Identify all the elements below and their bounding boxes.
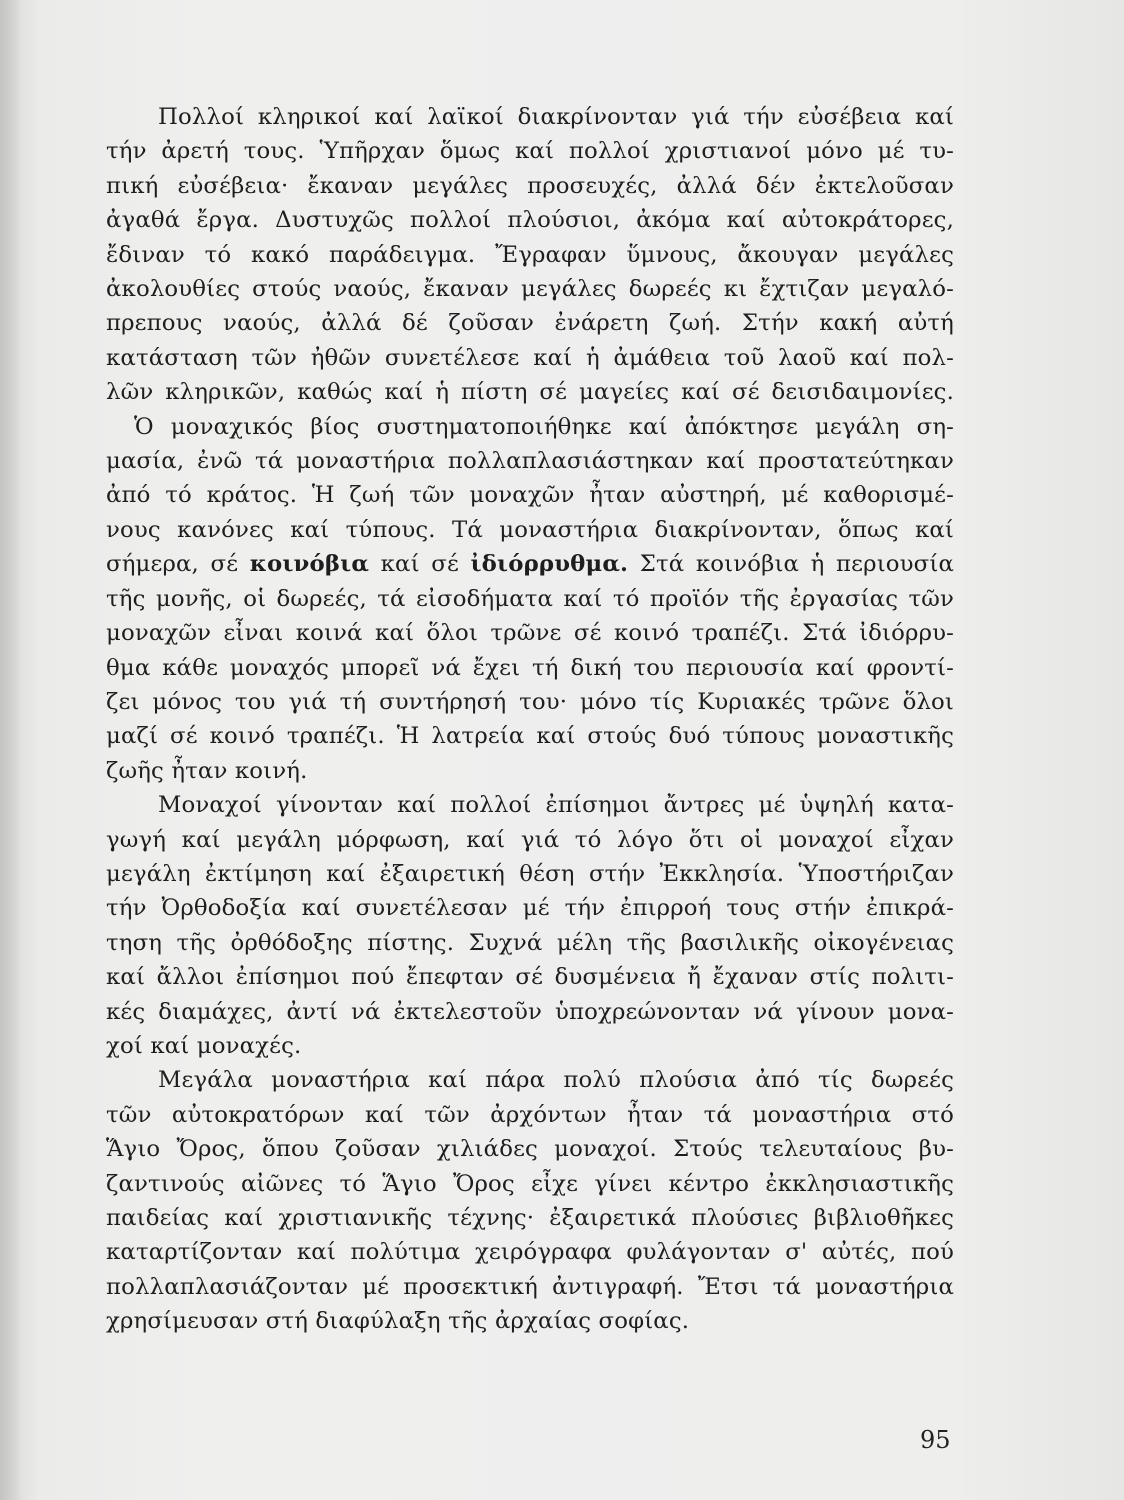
text-line: νους κανόνες καί τύπους. Τά μοναστήρια διακρίνονταν, ὅπως καί	[106, 516, 954, 543]
text-line: ἔδιναν τό κακό παράδειγμα. Ἔγραφαν ὕμνους, ἄκουγαν μεγάλες	[106, 241, 954, 268]
text-line: Μοναχοί γίνονταν καί πολλοί ἐπίσημοι ἄντρες μέ ὑψηλή κατα-	[158, 792, 954, 819]
text-line: τήν Ὀρθοδοξία καί συνετέλεσαν μέ τήν ἐπιρροή τους στήν ἐπικρά-	[106, 895, 954, 922]
text-line: ἀπό τό κράτος. Ἡ ζωή τῶν μοναχῶν ἦταν αὐστηρή, μέ καθορισμέ-	[106, 482, 954, 509]
text-line: Μεγάλα μοναστήρια καί πάρα πολύ πλούσια ἀπό τίς δωρεές	[158, 1067, 954, 1094]
text-fragment: Στά κοινόβια ἡ περιουσία	[628, 551, 955, 578]
text-line-with-terms	[106, 547, 954, 581]
text-line: τηση τῆς ὀρθόδοξης πίστης. Συχνά μέλη τῆς βασιλικῆς οἰκογένειας	[106, 929, 954, 956]
text-line: λῶν κληρικῶν, καθώς καί ἡ πίστη σέ μαγείες καί σέ δεισιδαιμονίες.	[106, 379, 954, 406]
text-line: τήν ἀρετή τους. Ὑπῆρχαν ὅμως καί πολλοί χριστιανοί μόνο μέ τυ-	[106, 138, 954, 165]
text-line: θμα κάθε μοναχός μπορεῖ νά ἔχει τή δική του περιουσία καί φροντί-	[106, 654, 954, 681]
text-fragment: σήμερα, σέ	[106, 551, 250, 578]
paragraph-1	[106, 100, 954, 410]
paragraph-2	[106, 410, 954, 788]
text-line: ζαντινούς αἰῶνες τό Ἅγιο Ὄρος εἶχε γίνει κέντρο ἐκκλησιαστικῆς	[106, 1170, 954, 1197]
text-line: κατάσταση τῶν ἠθῶν συνετέλεσε καί ἡ ἀμάθεια τοῦ λαοῦ καί πολ-	[106, 344, 954, 371]
text-line: τῆς μονῆς, οἱ δωρεές, τά εἰσοδήματα καί τό προϊόν τῆς ἐργασίας τῶν	[106, 585, 954, 612]
text-line: χρησίμευσαν στή διαφύλαξη τῆς ἀρχαίας σοφίας.	[106, 1308, 690, 1335]
text-fragment: καί σέ	[369, 551, 471, 578]
text-line: καί ἄλλοι ἐπίσημοι πού ἔπεφταν σέ δυσμένεια ἤ ἔχαναν στίς πολιτι-	[106, 964, 954, 991]
paragraph-3	[106, 788, 954, 1063]
text-line: γωγή καί μεγάλη μόρφωση, καί γιά τό λόγο ὅτι οἱ μοναχοί εἶχαν	[106, 826, 954, 853]
body-text	[106, 100, 954, 1339]
text-line: μεγάλη ἐκτίμηση καί ἐξαιρετική θέση στήν Ἐκκλησία. Ὑποστήριζαν	[106, 860, 954, 887]
page-number: 95	[920, 1426, 951, 1454]
text-line: μοναχῶν εἶναι κοινά καί ὅλοι τρῶνε σέ κοινό τραπέζι. Στά ἰδιόρρυ-	[106, 620, 954, 647]
text-line: Ὁ μοναχικός βίος συστηματοποιήθηκε καί ἀπόκτησε μεγάλη ση-	[134, 413, 954, 440]
text-line: κές διαμάχες, ἀντί νά ἐκτελεστοῦν ὑποχρεώνονταν νά γίνουν μονα-	[106, 998, 954, 1025]
text-line: καταρτίζονταν καί πολύτιμα χειρόγραφα φυλάγονταν σ' αὐτές, πού	[106, 1239, 954, 1266]
text-line: Ἅγιο Ὄρος, ὅπου ζοῦσαν χιλιάδες μοναχοί. Στούς τελευταίους βυ-	[106, 1136, 954, 1163]
text-line: τῶν αὐτοκρατόρων καί τῶν ἀρχόντων ἦταν τά μοναστήρια στό	[106, 1101, 954, 1128]
binding-shadow	[0, 0, 22, 1500]
text-line: πική εὐσέβεια· ἔκαναν μεγάλες προσευχές, ἀλλά δέν ἐκτελοῦσαν	[106, 172, 954, 199]
paragraph-4	[106, 1063, 954, 1338]
text-line: ζει μόνος του γιά τή συντήρησή του· μόνο τίς Κυριακές τρῶνε ὅλοι	[106, 688, 954, 715]
text-line: χοί καί μοναχές.	[106, 1032, 302, 1059]
text-line: ζωῆς ἦταν κοινή.	[106, 757, 308, 784]
text-line: Πολλοί κληρικοί καί λαϊκοί διακρίνονταν γιά τήν εὐσέβεια καί	[158, 104, 954, 130]
text-line: μαζί σέ κοινό τραπέζι. Ἡ λατρεία καί στούς δυό τύπους μοναστικῆς	[106, 723, 954, 750]
text-line: πολλαπλασιάζονταν μέ προσεκτική ἀντιγραφή. Ἔτσι τά μοναστήρια	[106, 1273, 954, 1300]
term-koinovia: κοινόβια	[249, 551, 370, 578]
text-line: ἀγαθά ἔργα. Δυστυχῶς πολλοί πλούσιοι, ἀκόμα καί αὐτοκράτορες,	[106, 207, 954, 234]
text-line: ἀκολουθίες στούς ναούς, ἔκαναν μεγάλες δωρεές κι ἔχτιζαν μεγαλό-	[106, 276, 954, 303]
term-idiorrythma: ἰδιόρρυθμα.	[470, 551, 629, 578]
text-line: πρεπους ναούς, ἀλλά δέ ζοῦσαν ἐνάρετη ζωή. Στήν κακή αὐτή	[106, 310, 954, 337]
text-line: παιδείας καί χριστιανικῆς τέχνης· ἐξαιρετικά πλούσιες βιβλιοθῆκες	[106, 1205, 954, 1231]
text-line: μασία, ἐνῶ τά μοναστήρια πολλαπλασιάστηκαν καί προστατεύτηκαν	[106, 448, 954, 475]
